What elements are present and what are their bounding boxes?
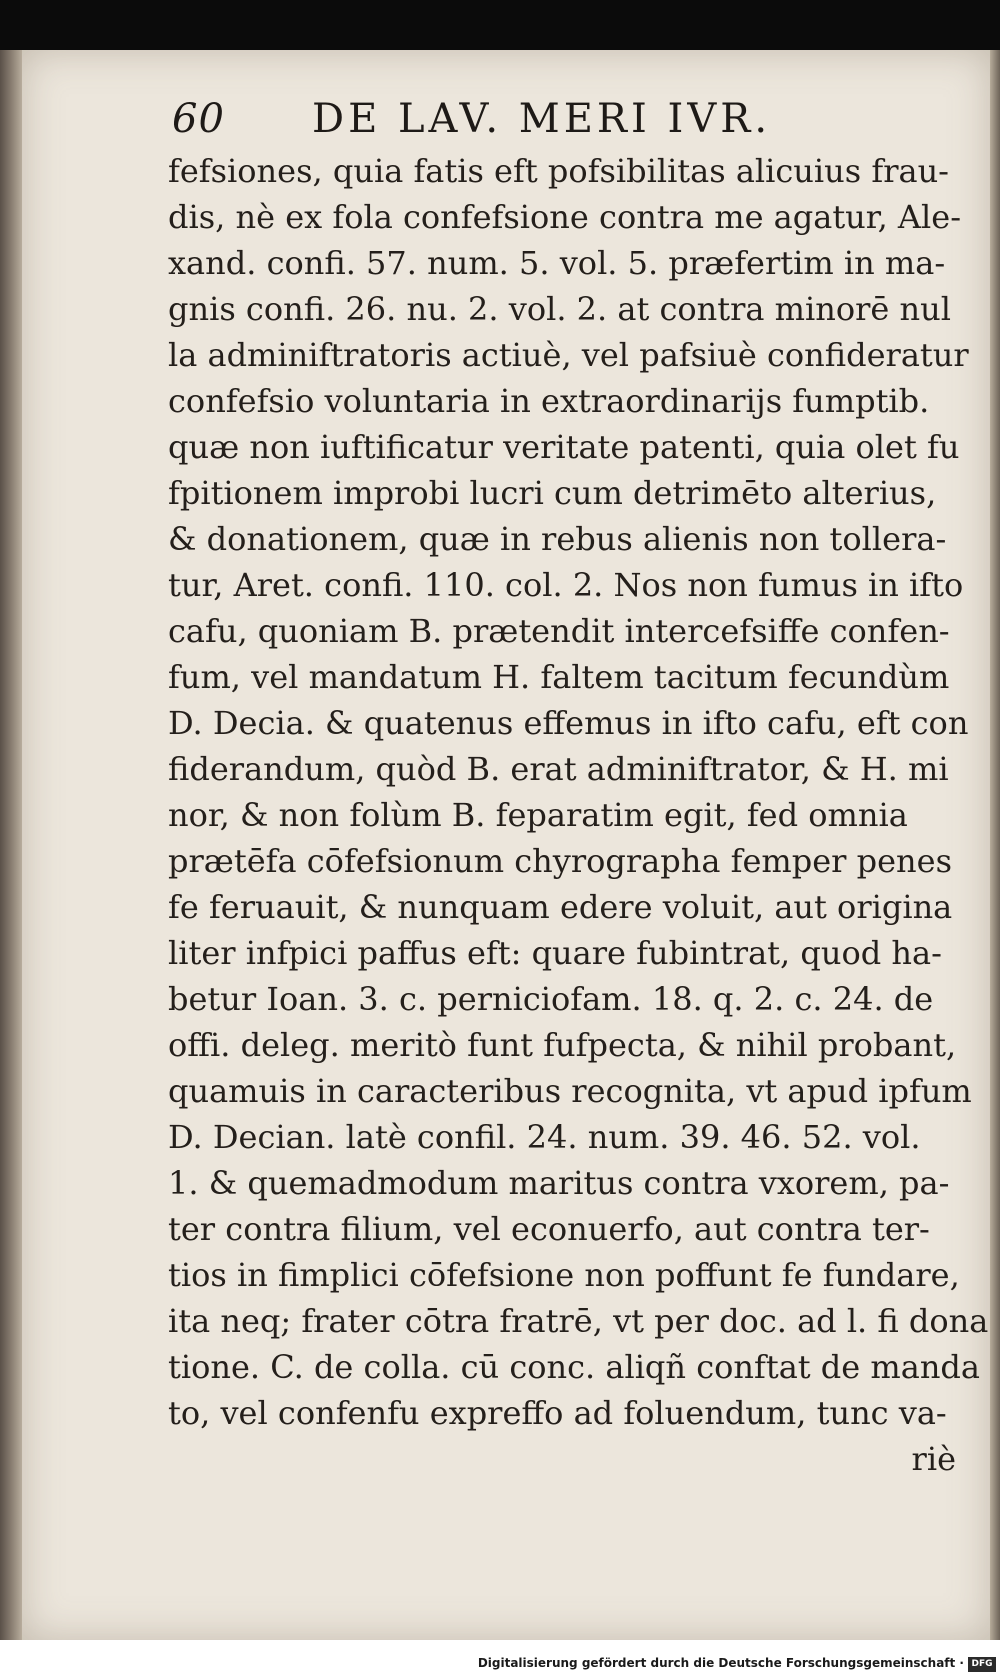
dfg-logo-icon: DFG [968,1657,996,1672]
text-line: confefsio voluntaria in extraordinarijs fumptib. [168,382,930,420]
text-line: xand. confi. 57. num. 5. vol. 5. præfertim in ma- [168,244,946,282]
running-title: DE LAV. MERI IVR. [312,96,772,142]
text-line: quæ non iuftificatur veritate patenti, quia olet fu [168,428,960,466]
text-line: D. Decian. latè confil. 24. num. 39. 46. 52. vol. [168,1118,921,1156]
text-line: fiderandum, quòd B. erat adminiftrator, & H. mi [168,750,949,788]
body-text [168,148,998,1482]
footer-credit: Digitalisierung gefördert durch die Deutsche Forschungsgemeinschaft · [477,1656,964,1670]
text-line: ita neq; frater cōtra fratrē, vt per doc. ad l. fi dona [168,1302,989,1340]
text-line: to, vel confenfu expreffo ad foluendum, tunc va- [168,1394,947,1432]
digitization-footer [0,1654,1000,1677]
catchword: riè [911,1440,956,1478]
text-line: tur, Aret. confi. 110. col. 2. Nos non fumus in ifto [168,566,964,604]
book-page [22,50,990,1640]
text-line: 1. & quemadmodum maritus contra vxorem, pa- [168,1164,950,1202]
text-line: D. Decia. & quatenus effemus in ifto cafu, eft con [168,704,969,742]
text-line: prætēfa cōfefsionum chyrographa femper penes [168,842,952,880]
text-line: betur Ioan. 3. c. perniciofam. 18. q. 2. c. 24. de [168,980,934,1018]
text-line: ter contra filium, vel econuerfo, aut contra ter- [168,1210,930,1248]
text-line: & donationem, quæ in rebus alienis non tollera- [168,520,947,558]
text-line: nor, & non folùm B. feparatim egit, fed omnia [168,796,908,834]
text-line: fpitionem improbi lucri cum detrimēto alterius, [168,474,937,512]
text-line: dis, nè ex fola confefsione contra me agatur, Ale- [168,198,961,236]
bottom-white-strip [0,1640,1000,1654]
text-line: quamuis in caracteribus recognita, vt apud ipfum [168,1072,972,1110]
text-line: fum, vel mandatum H. faltem tacitum fecundùm [168,658,950,696]
text-line: offi. deleg. meritò funt fufpecta, & nihil probant, [168,1026,957,1064]
running-head [172,96,872,156]
text-line: tione. C. de colla. cū conc. aliqñ conftat de manda [168,1348,980,1386]
text-line: la adminiftratoris actiuè, vel pafsiuè confideratur [168,336,969,374]
text-line: tios in fimplici cōfefsione non poffunt fe fundare, [168,1256,960,1294]
text-line: liter infpici paffus eft: quare fubintrat, quod ha- [168,934,942,972]
text-line: fe feruauit, & nunquam edere voluit, aut origina [168,888,953,926]
text-line: gnis confi. 26. nu. 2. vol. 2. at contra minorē nul [168,290,951,328]
book-left-edge [0,50,22,1640]
page-number: 60 [172,96,225,142]
text-line: cafu, quoniam B. prætendit intercefsiffe confen- [168,612,950,650]
text-line: fefsiones, quia fatis eft pofsibilitas alicuius frau- [168,152,949,190]
top-black-bar [0,0,1000,50]
